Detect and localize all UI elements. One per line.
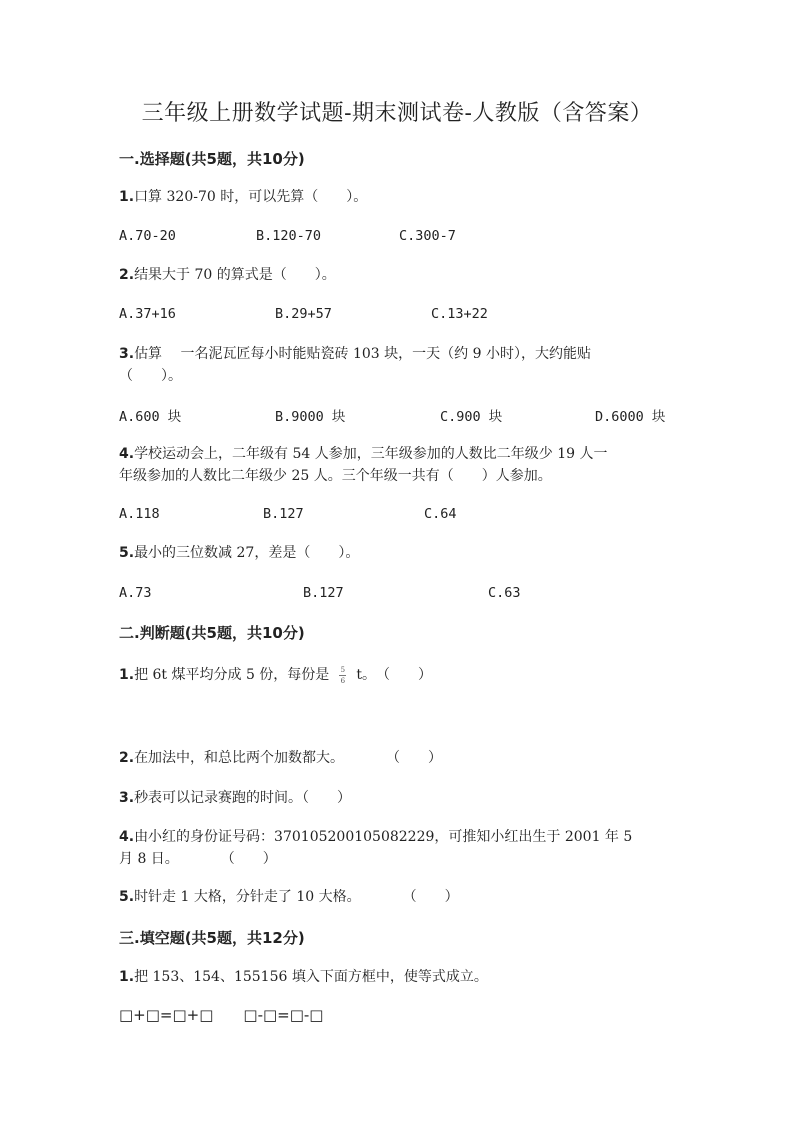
fill-question-1 (119, 966, 488, 988)
choice-question-4 (119, 443, 608, 487)
question-number: 1. (119, 189, 135, 205)
option-b: B.9000 块 (275, 409, 346, 425)
option-d: D.6000 块 (595, 409, 666, 425)
question-text: 估算 一名泥瓦匠每小时能贴瓷砖 103 块，一天（约 9 小时），大约能贴 (134, 346, 591, 362)
section-heading-choice: 一.选择题(共5题，共10分) (119, 150, 305, 168)
question-number: 1. (119, 969, 135, 985)
choice-question-5 (119, 542, 359, 564)
question-text-line2: （ ）。 (119, 368, 182, 384)
answer-boxes: □+□=□+□ □-□=□-□ (119, 1006, 324, 1024)
choice-question-2 (119, 264, 336, 286)
question-text-line2: 月 8 日。 （ ） (119, 851, 277, 867)
question-number: 1. (119, 667, 135, 683)
option-a: A.70-20 (119, 228, 176, 244)
page-title: 三年级上册数学试题-期末测试卷-人教版（含答案） (141, 101, 653, 126)
question-number: 4. (119, 829, 135, 845)
question-text-post: t。 （ ） (356, 667, 432, 683)
judge-question-2 (119, 747, 442, 769)
question-number: 4. (119, 446, 135, 462)
section-heading-judge: 二.判断题(共5题，共10分) (119, 624, 305, 642)
question-number: 3. (119, 346, 135, 362)
judge-question-4 (119, 826, 632, 870)
question-text: 把 153、154、155156 填入下面方框中，使等式成立。 (134, 969, 488, 985)
choice-question-1 (119, 186, 367, 208)
question-text: 最小的三位数减 27，差是（ ）。 (134, 545, 360, 561)
option-a: A.118 (119, 506, 160, 522)
option-a: A.600 块 (119, 409, 182, 425)
question-number: 2. (119, 750, 135, 766)
option-c: C.63 (488, 585, 521, 601)
question-number: 5. (119, 889, 135, 905)
option-b: B.127 (263, 506, 304, 522)
question-text: 把 6t 煤平均分成 5 份，每份是 (134, 667, 330, 683)
question-number: 2. (119, 267, 135, 283)
option-c: C.300-7 (399, 228, 456, 244)
option-b: B.120-70 (256, 228, 322, 244)
section-heading-fill: 三.填空题(共5题，共12分) (119, 929, 305, 947)
question-text: 时针走 1 大格，分针走了 10 大格。 （ ） (134, 889, 459, 905)
question-number: 3. (119, 790, 135, 806)
option-a: A.37+16 (119, 306, 176, 322)
option-a: A.73 (119, 585, 152, 601)
option-b: B.127 (303, 585, 344, 601)
fraction: $\frac{5}{6}$ (340, 665, 346, 685)
option-c: C.900 块 (440, 409, 503, 425)
question-number: 5. (119, 545, 135, 561)
option-c: C.64 (424, 506, 457, 522)
judge-question-1 (119, 664, 432, 686)
question-text: 在加法中，和总比两个加数都大。 （ ） (134, 750, 443, 766)
option-c: C.13+22 (431, 306, 488, 322)
choice-question-3 (119, 343, 591, 387)
question-text: 口算 320-70 时，可以先算（ ）。 (134, 189, 368, 205)
question-text: 学校运动会上，二年级有 54 人参加，三年级参加的人数比二年级少 19 人一 (134, 446, 608, 462)
judge-question-3 (119, 787, 351, 809)
question-text: 结果大于 70 的算式是（ ）。 (134, 267, 336, 283)
question-text: 由小红的身份证号码：370105200105082229，可推知小红出生于 2001 年 5 (134, 829, 633, 845)
judge-question-5 (119, 886, 459, 908)
question-text-line2: 年级参加的人数比二年级少 25 人。三个年级一共有（ ）人参加。 (119, 468, 552, 484)
question-text: 秒表可以记录赛跑的时间。（ ） (134, 790, 352, 806)
option-b: B.29+57 (275, 306, 332, 322)
